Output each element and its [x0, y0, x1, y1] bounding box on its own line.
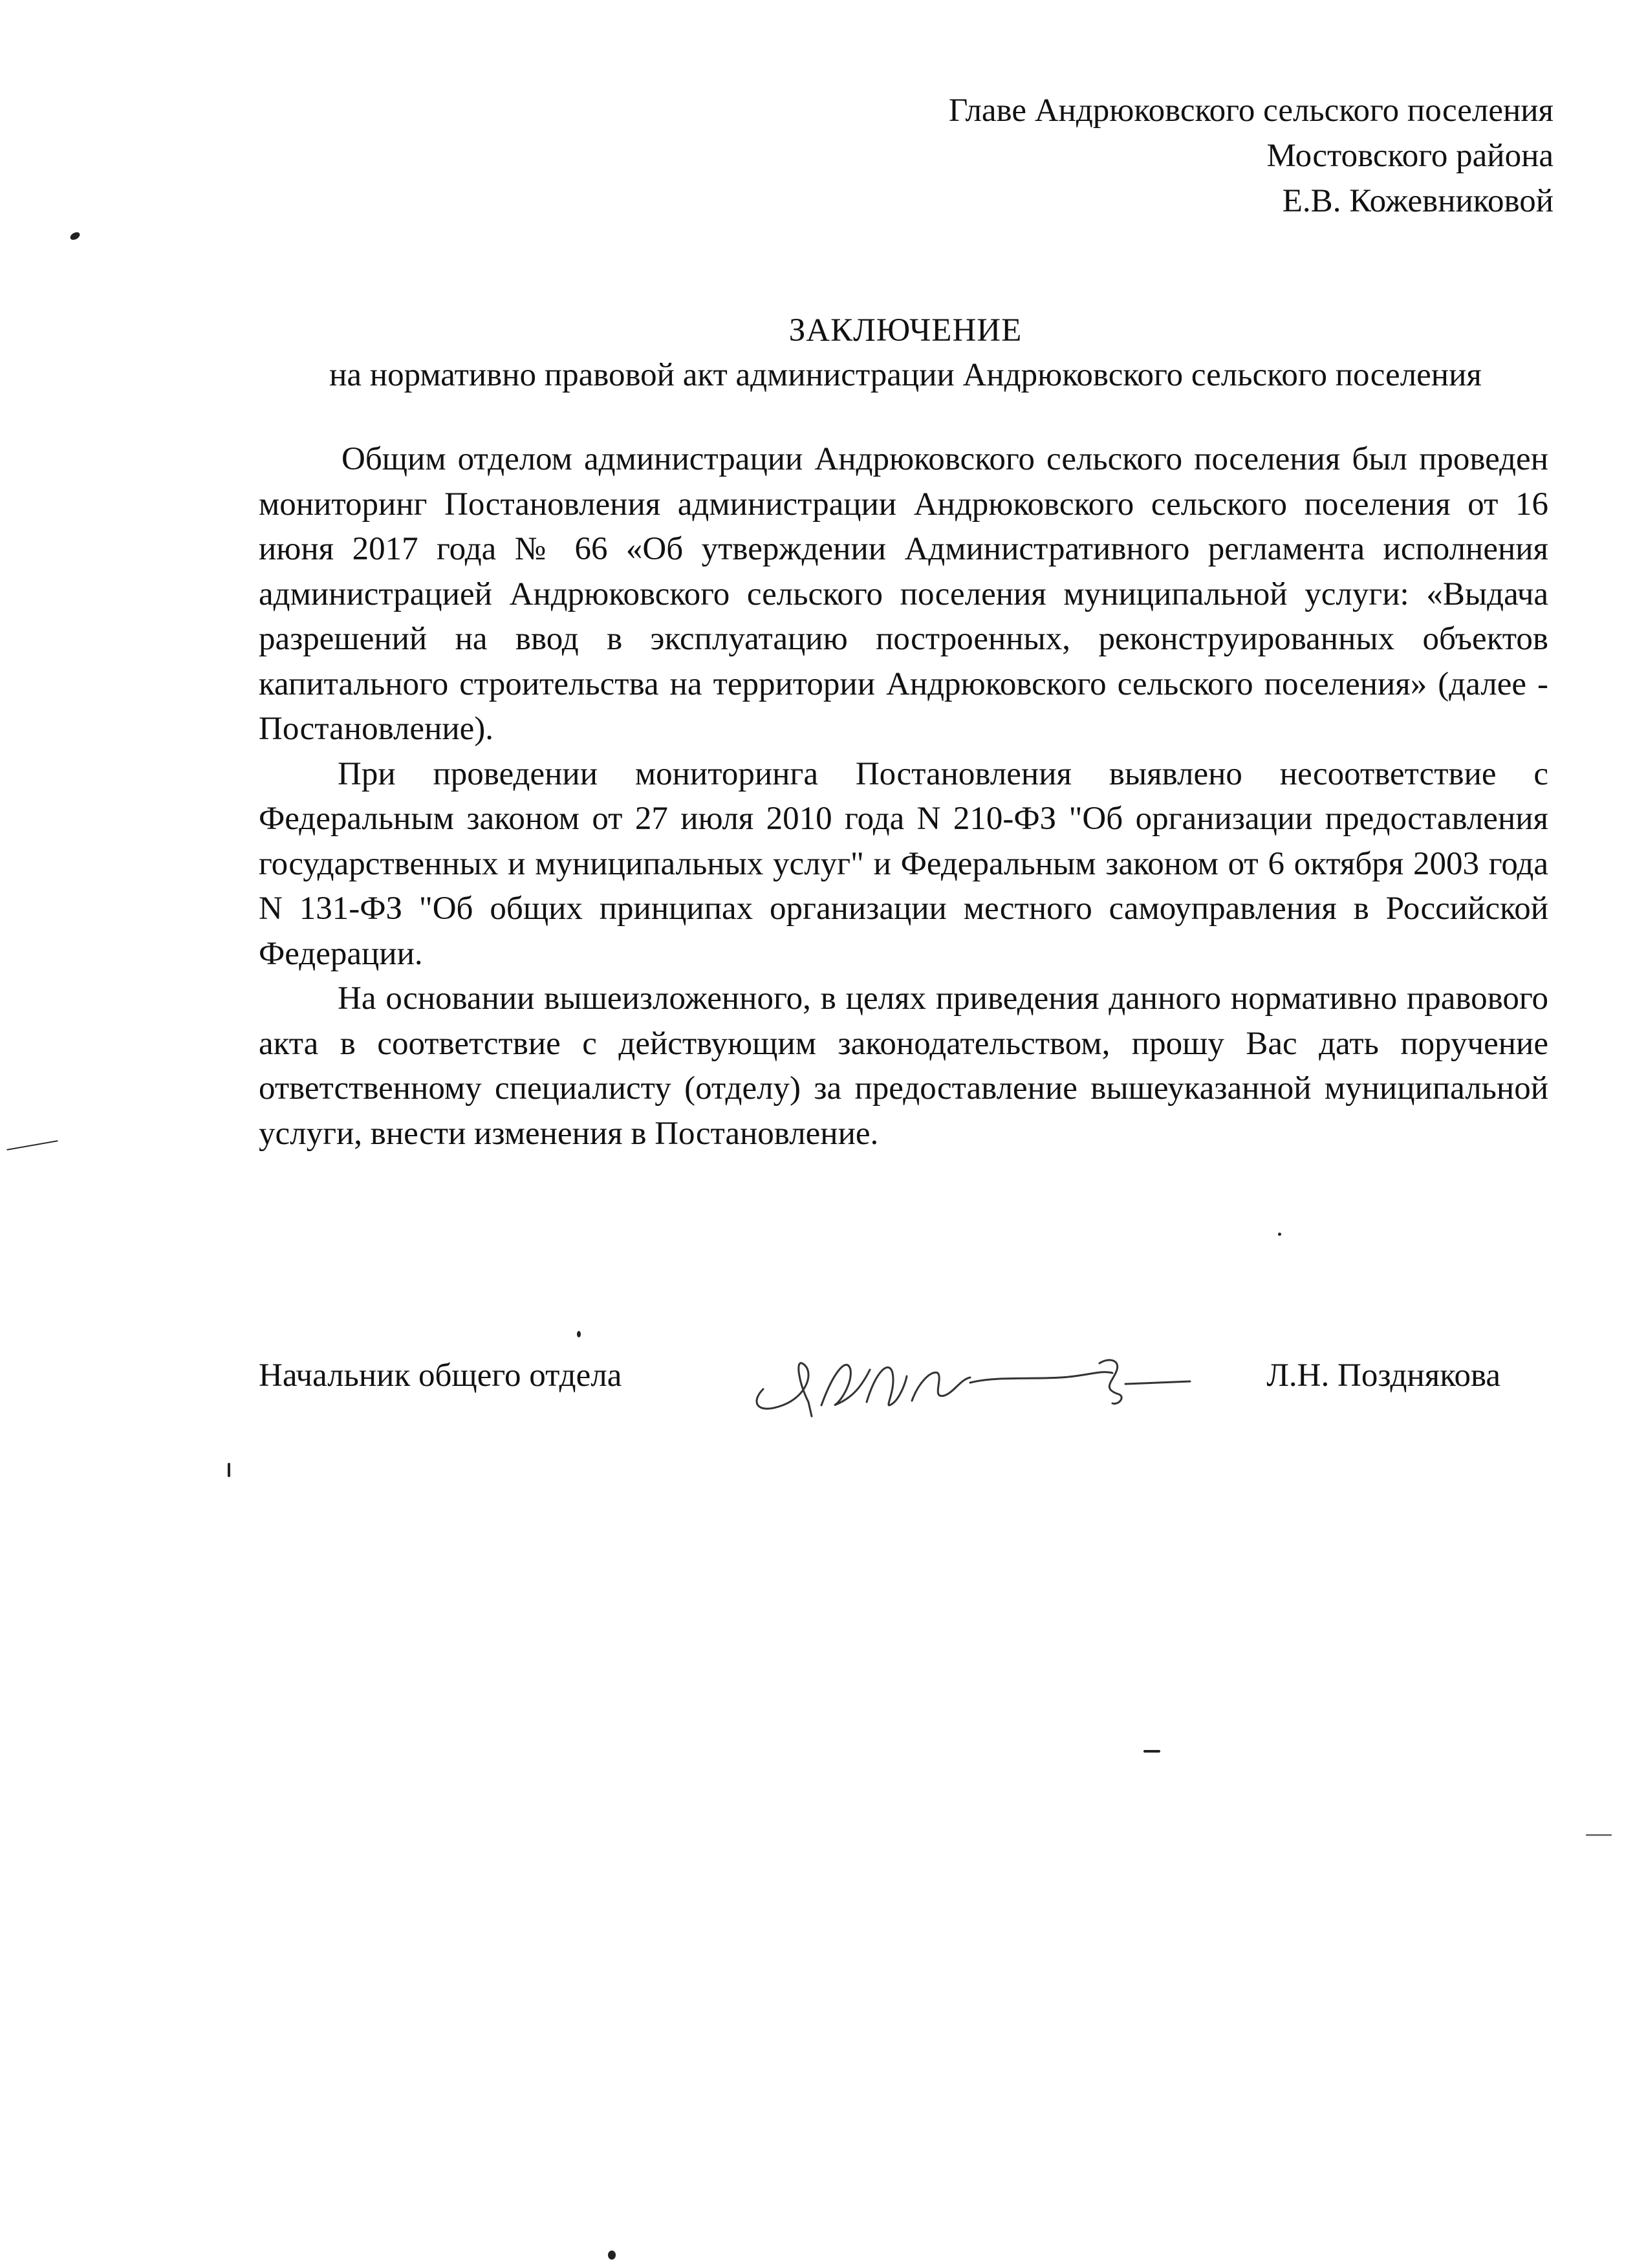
- document-body: [259, 437, 1548, 1156]
- signature-block: [259, 1344, 1548, 1421]
- document-title: ЗАКЛЮЧЕНИЕ: [788, 312, 1023, 349]
- scan-speck: [69, 231, 81, 242]
- scan-speck: [6, 1140, 58, 1150]
- addressee-line-3: Е.В. Кожевниковой: [1282, 183, 1554, 219]
- signatory-name: Л.Н. Позднякова: [1266, 1357, 1500, 1394]
- handwritten-signature: [737, 1344, 1203, 1421]
- addressee-block: [949, 88, 1554, 224]
- addressee-line-1: Главе Андрюковского сельского поселения: [948, 92, 1554, 129]
- document-subtitle: на нормативно правовой акт администрации Андрюковского сельского поселения: [329, 357, 1482, 393]
- body-paragraph-1: Общим отделом администрации Андрюковского сельского поселения был проведен мониторинг Постановления администрации Андрюковского сельского поселения от 16 июня 2017 года № 66 «Об утверждении Административного регламента исполнения администрацией Андрюковского сельского поселения муниципальной услуги: «Выдача разрешений на ввод в эксплуатацию построенных, реконструированных объектов капитального строительства на территории Андрюковского сельского поселения» (далее - Постановление).: [259, 441, 1548, 747]
- scan-speck: [1586, 1834, 1612, 1836]
- scan-speck: [228, 1463, 230, 1477]
- scan-speck: [1278, 1233, 1281, 1236]
- scan-speck: [577, 1331, 581, 1337]
- body-paragraph-2: При проведении мониторинга Постановления выявлено несоответствие с Федеральным законом от 27 июля 2010 года N 210-ФЗ "Об организации предоставления государственных и муниципальных услуг" и Федеральным законом от 6 октября 2003 года N 131-ФЗ "Об общих принципах организации местного самоуправления в Российской Федерации.: [259, 755, 1548, 972]
- scan-speck: [1143, 1750, 1160, 1753]
- body-paragraph-3: На основании вышеизложенного, в целях приведения данного нормативно правового акта в соответствие с действующим законодательством, прошу Вас дать поручение ответственному специалисту (отделу) за предоставление вышеуказанной муниципальной услуги, внести изменения в Постановление.: [259, 980, 1548, 1152]
- addressee-line-2: Мостовского района: [1266, 138, 1554, 174]
- scan-speck: [608, 2251, 616, 2260]
- signatory-position: Начальник общего отдела: [259, 1357, 622, 1394]
